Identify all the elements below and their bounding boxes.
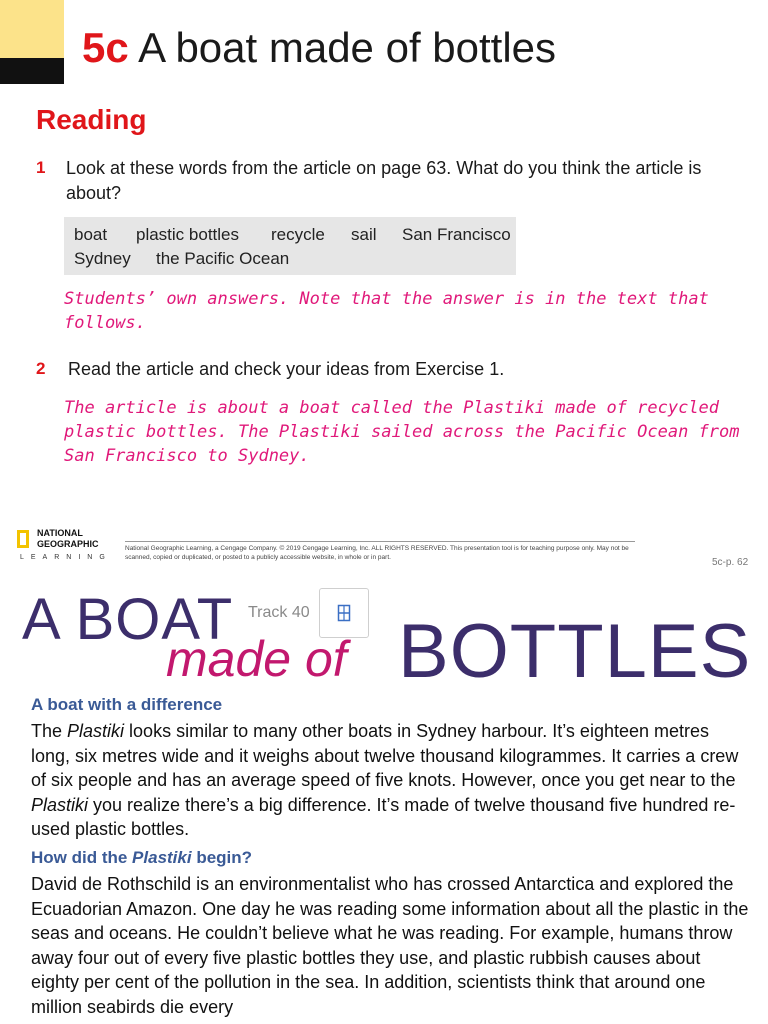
exercise-1-answer: Students’ own answers. Note that the answer is in the text that follows.: [64, 289, 709, 333]
exercise-2-number: 2: [36, 359, 46, 378]
national-geographic-logo-icon: [17, 530, 29, 548]
text-run: How did the: [31, 848, 133, 867]
boat-name: Plastiki: [31, 794, 89, 815]
exercise-2-answer: The article is about a boat called the Plastiki made of recycled plastic bottles. The Plastiki sailed across the Pacific Ocean from San Francisco to Sydney.: [64, 398, 740, 466]
word-item: sail: [351, 225, 377, 244]
footer-divider: [125, 541, 635, 542]
exercise-2-question: Read the article and check your ideas from Exercise 1.: [68, 359, 505, 379]
slide-title: [82, 22, 556, 74]
word-item: the Pacific Ocean: [156, 249, 290, 268]
page-reference: 5c-p. 62: [712, 557, 749, 568]
logo-line-1: NATIONAL: [37, 528, 83, 538]
text-run: begin?: [191, 848, 253, 867]
word-item: recycle: [271, 225, 325, 244]
subheading-how-begin: [31, 848, 252, 868]
subheading-boat-difference: A boat with a difference: [31, 695, 223, 714]
audio-file-icon: [337, 604, 351, 622]
text-run: you realize there’s a big difference. It’s made of twelve thousand five hundred re-used plastic bottles.: [31, 794, 736, 839]
publisher-logo-text: [37, 528, 99, 550]
corner-black-block: [0, 58, 64, 84]
track-label: Track 40: [248, 604, 310, 621]
word-box: [64, 217, 516, 275]
text-run: The: [31, 721, 68, 741]
logo-learning-text: LEARNING: [20, 554, 112, 561]
boat-name: Plastiki: [67, 721, 125, 741]
copyright-notice: National Geographic Learning, a Cengage Company. © 2019 Cengage Learning, Inc. ALL RIGHTS RESERVED. This presentation tool is for teaching purpose only. May not be scanned, copied or duplicated, or posted to a publicly accessible website, in whole or in part.: [125, 545, 629, 561]
lesson-title: A boat made of bottles: [138, 24, 557, 71]
article-title-a-boat: A BOAT: [22, 587, 234, 652]
corner-yellow-block: [0, 0, 64, 58]
lesson-code: 5c: [82, 24, 129, 71]
word-item: plastic bottles: [136, 225, 239, 244]
article-paragraph-2: David de Rothschild is an environmentalist who has crossed Antarctica and explored the Ecuadorian Amazon. One day he was reading some information about all the plastic in the seas and oceans. He couldn’t believe what he was reading. For example, humans throw away four out of every five plastic bottles they use, and plastic rubbish causes about eighty per cent of the pollution in the sea. In addition, scientists think that around one million seabirds die every: [31, 874, 749, 1017]
word-item: Sydney: [74, 249, 131, 268]
exercise-1-question: Look at these words from the article on page 63. What do you think the article is about?: [66, 158, 702, 203]
word-item: boat: [74, 225, 108, 244]
logo-line-2: GEOGRAPHIC: [37, 539, 99, 549]
article-paragraph-1: [31, 719, 751, 842]
boat-name: Plastiki: [132, 848, 192, 867]
word-item: San Francisco: [402, 225, 511, 244]
exercise-1-number: 1: [36, 158, 46, 177]
article-title-bottles: BOTTLES: [398, 609, 752, 694]
text-run: looks similar to many other boats in Sydney harbour. It’s eighteen metres long, six metres wide and it weighs about twelve thousand kilogrammes. It carries a crew of six people and has an average speed of five knots. However, once you get near to the: [31, 721, 739, 790]
article-title-made-of: made of: [166, 631, 347, 687]
section-heading: Reading: [36, 104, 147, 135]
